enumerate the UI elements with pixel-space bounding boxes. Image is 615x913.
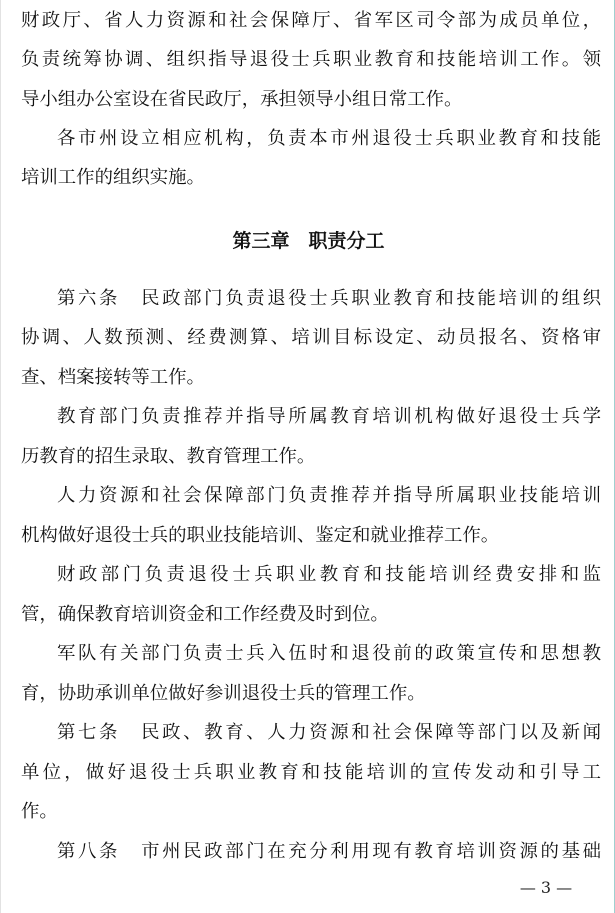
text-line: 财政部门负责退役士兵职业教育和技能培训经费安排和监 (57, 564, 601, 585)
chapter-heading: 第三章 职责分工 (232, 230, 385, 252)
text-line: 第七条 民政、教育、人力资源和社会保障等部门以及新闻 (57, 722, 601, 743)
text-line: 第八条 市州民政部门在充分利用现有教育培训资源的基础 (57, 841, 601, 862)
text-line: 历教育的招生录取、教育管理工作。 (21, 446, 316, 467)
text-line: 各市州设立相应机构，负责本市州退役士兵职业教育和技能 (57, 128, 601, 149)
text-line: 协调、人数预测、经费测算、培训目标设定、动员报名、资格审 (21, 327, 601, 348)
page-number: — 3 — (519, 878, 573, 897)
text-line: 机构做好退役士兵的职业技能培训、鉴定和就业推荐工作。 (21, 525, 500, 546)
text-line: 管，确保教育培训资金和工作经费及时到位。 (21, 604, 389, 625)
text-line: 第六条 民政部门负责退役士兵职业教育和技能培训的组织 (57, 288, 601, 309)
text-line: 培训工作的组织实施。 (21, 167, 205, 188)
text-line: 财政厅、省人力资源和社会保障厅、省军区司令部为成员单位， (21, 10, 601, 31)
text-line: 查、档案接转等工作。 (21, 367, 205, 388)
text-line: 军队有关部门负责士兵入伍时和退役前的政策宣传和思想教 (57, 643, 601, 664)
text-line: 人力资源和社会保障部门负责推荐并指导所属职业技能培训 (57, 485, 601, 506)
text-line: 单位，做好退役士兵职业教育和技能培训的宣传发动和引导工 (21, 762, 601, 783)
text-line: 教育部门负责推荐并指导所属教育培训机构做好退役士兵学 (57, 406, 601, 427)
text-line: 育，协助承训单位做好参训退役士兵的管理工作。 (21, 683, 426, 704)
text-line: 负责统筹协调、组织指导退役士兵职业教育和技能培训工作。领 (21, 49, 601, 70)
text-line: 作。 (21, 801, 58, 822)
text-line: 导小组办公室设在省民政厅，承担领导小组日常工作。 (21, 89, 463, 110)
